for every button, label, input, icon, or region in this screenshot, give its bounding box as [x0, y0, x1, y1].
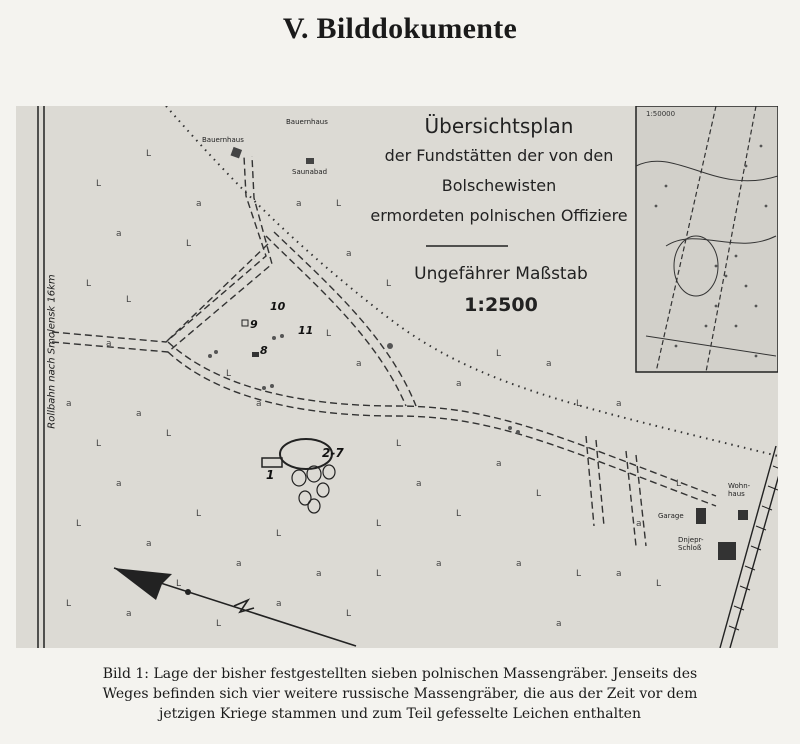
- svg-text:a: a: [136, 409, 142, 419]
- svg-text:L: L: [96, 179, 102, 189]
- bauernhaus-2-building: [306, 158, 314, 164]
- svg-text:a: a: [66, 399, 72, 409]
- plan-subtitle-line-1: der Fundstätten der von den: [384, 146, 614, 165]
- page-title: V. Bilddokumente: [282, 12, 518, 45]
- svg-text:L: L: [176, 579, 182, 589]
- label-grave-8: 8: [260, 344, 268, 357]
- svg-text:L: L: [276, 529, 282, 539]
- svg-text:L: L: [146, 149, 152, 159]
- svg-text:L: L: [396, 439, 402, 449]
- svg-text:L: L: [536, 489, 542, 499]
- label-grave-10: 10: [270, 300, 286, 313]
- svg-text:a: a: [116, 479, 122, 489]
- inset-map: [636, 106, 778, 372]
- svg-text:a: a: [276, 599, 282, 609]
- label-grave-11: 11: [298, 324, 314, 337]
- wohnhaus-building: [738, 510, 748, 520]
- svg-text:a: a: [196, 199, 202, 209]
- svg-text:L: L: [456, 509, 462, 519]
- svg-text:a: a: [436, 559, 442, 569]
- svg-text:L: L: [656, 579, 662, 589]
- plan-title: Übersichtsplan: [424, 114, 574, 138]
- bauernhaus-1-building: [231, 147, 243, 159]
- svg-text:L: L: [216, 619, 222, 629]
- svg-text:a: a: [346, 249, 352, 259]
- site-map: [16, 106, 778, 648]
- plan-subtitle-line-2: Bolschewisten: [441, 176, 557, 195]
- label-graves-2-7: 2-7: [322, 446, 344, 460]
- svg-text:a: a: [236, 559, 242, 569]
- svg-text:a: a: [616, 399, 622, 409]
- label-wohnhaus: Wohn- haus: [728, 482, 751, 498]
- svg-text:a: a: [356, 359, 362, 369]
- scale-label: Ungefährer Maßstab: [414, 264, 588, 284]
- svg-text:L: L: [326, 329, 332, 339]
- svg-text:a: a: [416, 479, 422, 489]
- svg-text:a: a: [316, 569, 322, 579]
- svg-text:a: a: [106, 339, 112, 349]
- svg-text:a: a: [616, 569, 622, 579]
- plan-subtitle-line-3: ermordeten polnischen Offiziere: [370, 206, 628, 225]
- rail-label: Rollbahn nach Smolensk 16km: [46, 274, 58, 429]
- svg-text:L: L: [376, 569, 382, 579]
- label-dnjepr-schloss: Dnjepr- Schloß: [678, 536, 704, 552]
- label-grave-9: 9: [250, 318, 258, 331]
- label-bauernhaus-2: Bauernhaus: [286, 118, 328, 126]
- svg-text:a: a: [556, 619, 562, 629]
- svg-text:a: a: [126, 609, 132, 619]
- svg-text:L: L: [76, 519, 82, 529]
- svg-text:L: L: [66, 599, 72, 609]
- caption-line-1: Bild 1: Lage der bisher festgestellten sieben polnischen Massengräber. Jenseits des: [102, 666, 698, 682]
- svg-text:a: a: [146, 539, 152, 549]
- svg-text:a: a: [546, 359, 552, 369]
- svg-text:L: L: [576, 399, 582, 409]
- svg-text:L: L: [386, 279, 392, 289]
- grave-1: [262, 458, 282, 467]
- svg-text:a: a: [116, 229, 122, 239]
- svg-text:L: L: [166, 429, 172, 439]
- svg-text:L: L: [346, 609, 352, 619]
- caption-line-3: jetzigen Kriege stammen und zum Teil gefesselte Leichen enthalten: [159, 706, 641, 722]
- svg-text:L: L: [96, 439, 102, 449]
- label-garage: Garage: [658, 512, 684, 520]
- svg-text:a: a: [456, 379, 462, 389]
- svg-text:L: L: [186, 239, 192, 249]
- caption-line-2: Weges befinden sich vier weitere russische Massengräber, die aus der Zeit vor dem: [102, 686, 698, 702]
- schloss-building: [718, 542, 736, 560]
- svg-text:L: L: [376, 519, 382, 529]
- svg-text:a: a: [636, 519, 642, 529]
- label-bauernhaus-1: Bauernhaus: [202, 136, 244, 144]
- svg-text:a: a: [256, 399, 262, 409]
- label-grave-1: 1: [266, 468, 275, 482]
- garage-building: [696, 508, 706, 524]
- svg-text:L: L: [226, 369, 232, 379]
- svg-text:L: L: [126, 295, 132, 305]
- svg-text:L: L: [576, 569, 582, 579]
- figure-caption: [50, 664, 750, 724]
- svg-text:a: a: [516, 559, 522, 569]
- label-saunabad: Saunabad: [292, 168, 328, 176]
- svg-text:L: L: [196, 509, 202, 519]
- svg-text:L: L: [336, 199, 342, 209]
- svg-text:L: L: [676, 479, 682, 489]
- svg-text:a: a: [496, 459, 502, 469]
- svg-text:L: L: [86, 279, 92, 289]
- svg-text:L: L: [496, 349, 502, 359]
- scale-value: 1:2500: [464, 294, 538, 316]
- inset-scale: 1:50000: [646, 110, 676, 118]
- svg-text:a: a: [296, 199, 302, 209]
